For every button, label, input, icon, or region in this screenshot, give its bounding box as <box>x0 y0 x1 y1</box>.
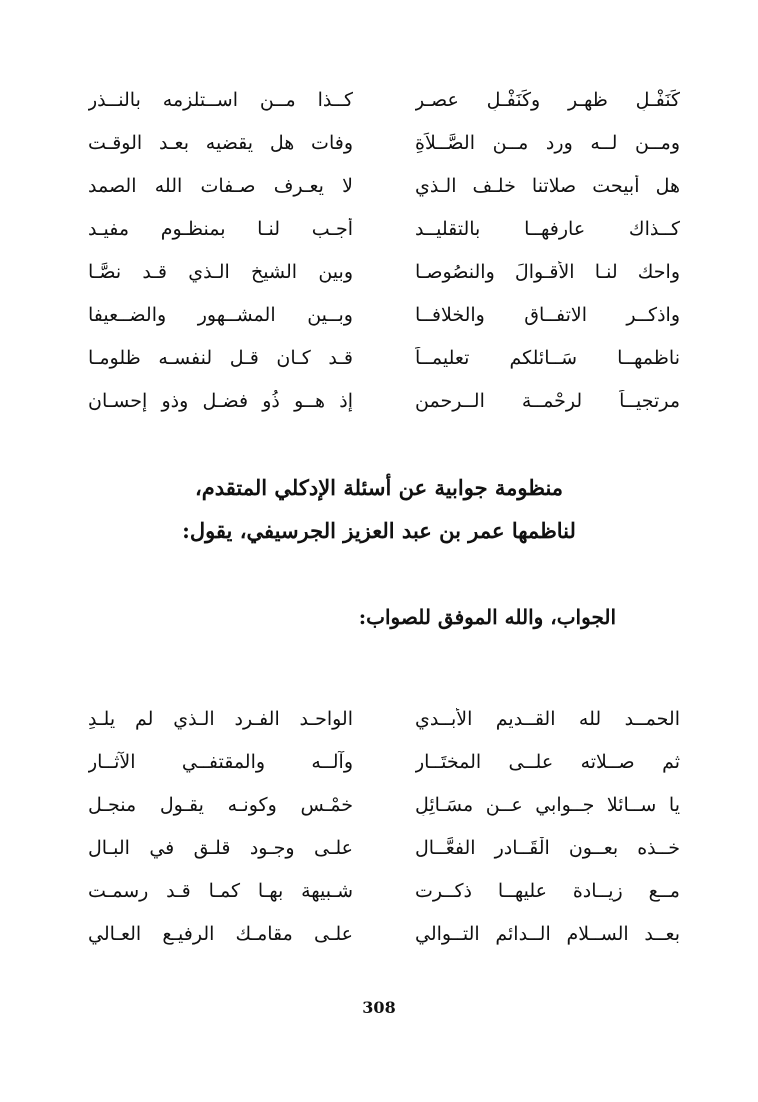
verse-row <box>88 869 680 912</box>
verse-right-hemistich: ومــن لــه ورد مــن الصَّــلاَةِ <box>415 131 680 154</box>
verse-row <box>88 293 680 336</box>
page-number: 308 <box>362 998 396 1017</box>
verse-right-hemistich: كــذاك عارفهــا بالتقليــد <box>415 217 680 240</box>
verse-row <box>88 121 680 164</box>
verse-right-hemistich: بعــد الســلام الــدائم التــوالي <box>415 922 680 945</box>
section-heading-line-2: لناظمها عمر بن عبد العزيز الجرسيفي، يقول: <box>182 518 576 543</box>
verse-row <box>88 379 680 422</box>
section-heading-line-1: منظومة جوابية عن أسئلة الإدكلي المتقدم، <box>194 475 564 500</box>
poem-top <box>88 78 680 422</box>
verse-right-hemistich: ثم صــلاته علــى المختَــار <box>415 750 680 773</box>
verse-row <box>88 336 680 379</box>
verse-right-hemistich: واحك لنـا الأقـوالَ والنصُوصـا <box>415 260 680 283</box>
verse-row <box>88 740 680 783</box>
answer-intro: الجواب، والله الموفق للصواب: <box>358 605 616 629</box>
verse-left-hemistich: قـد كـان قـل لنفسـه ظلومـا <box>88 346 353 369</box>
verse-left-hemistich: أجـب لنـا بمنظـوم مفيـد <box>88 217 353 240</box>
verse-left-hemistich: إذ هــو ذُو فضـل وذو إحسـان <box>88 389 353 412</box>
verse-right-hemistich: هل أبيحت صلاتنا خلـف الـذي <box>415 174 680 197</box>
verse-left-hemistich: وبين الشيخ الـذي قـد نصَّـا <box>88 260 353 283</box>
verse-right-hemistich: مرتجيــاً لرحْمــة الــرحمن <box>415 389 680 412</box>
verse-left-hemistich: وبــين المشــهور والضــعيفا <box>88 303 353 326</box>
verse-right-hemistich: الحمــد لله القــديم الأبــدي <box>415 707 680 730</box>
verse-left-hemistich: كــذا مــن اســتلزمه بالنــذر <box>88 88 353 111</box>
verse-left-hemistich: خمْـسٍ وكونـه يقـول منجـل <box>88 793 353 816</box>
verse-left-hemistich: الواحـد الفـرد الـذي لم يلـدِ <box>88 707 353 730</box>
verse-left-hemistich: وآلــه والمقتفــي الآثــار <box>88 750 353 773</box>
verse-right-hemistich: ناظمهــا سَــائلكم تعليمــاً <box>415 346 680 369</box>
verse-right-hemistich: مــع زيــادة عليهــا ذكــرت <box>415 879 680 902</box>
verse-right-hemistich: واذكــر الاتفــاق والخلافــا <box>415 303 680 326</box>
verse-left-hemistich: شـبيهة بهـا كمـا قـد رسمـت <box>88 879 353 902</box>
verse-right-hemistich: خــذه بعــون الْقَــادر الفعَّــال <box>415 836 680 859</box>
verse-row <box>88 783 680 826</box>
verse-right-hemistich: يا ســائلا جــوابي عــن مسَـائِلِ <box>415 793 680 816</box>
verse-row <box>88 207 680 250</box>
verse-row <box>88 78 680 121</box>
verse-left-hemistich: علـى وجـود قلـق في البـال <box>88 836 353 859</box>
verse-left-hemistich: علـى مقامـك الرفيـع العـالي <box>88 922 353 945</box>
poem-bottom <box>88 697 680 955</box>
verse-row <box>88 250 680 293</box>
verse-right-hemistich: كَنَفْـلِ ظهـر وكَنَفْـلِ عصـر <box>415 88 680 111</box>
verse-left-hemistich: وفات هل يقضيه بعـد الوقـت <box>88 131 353 154</box>
verse-row <box>88 912 680 955</box>
verse-row <box>88 697 680 740</box>
verse-row <box>88 826 680 869</box>
verse-row <box>88 164 680 207</box>
verse-left-hemistich: لا يعـرف صـفات الله الصمد <box>88 174 353 197</box>
